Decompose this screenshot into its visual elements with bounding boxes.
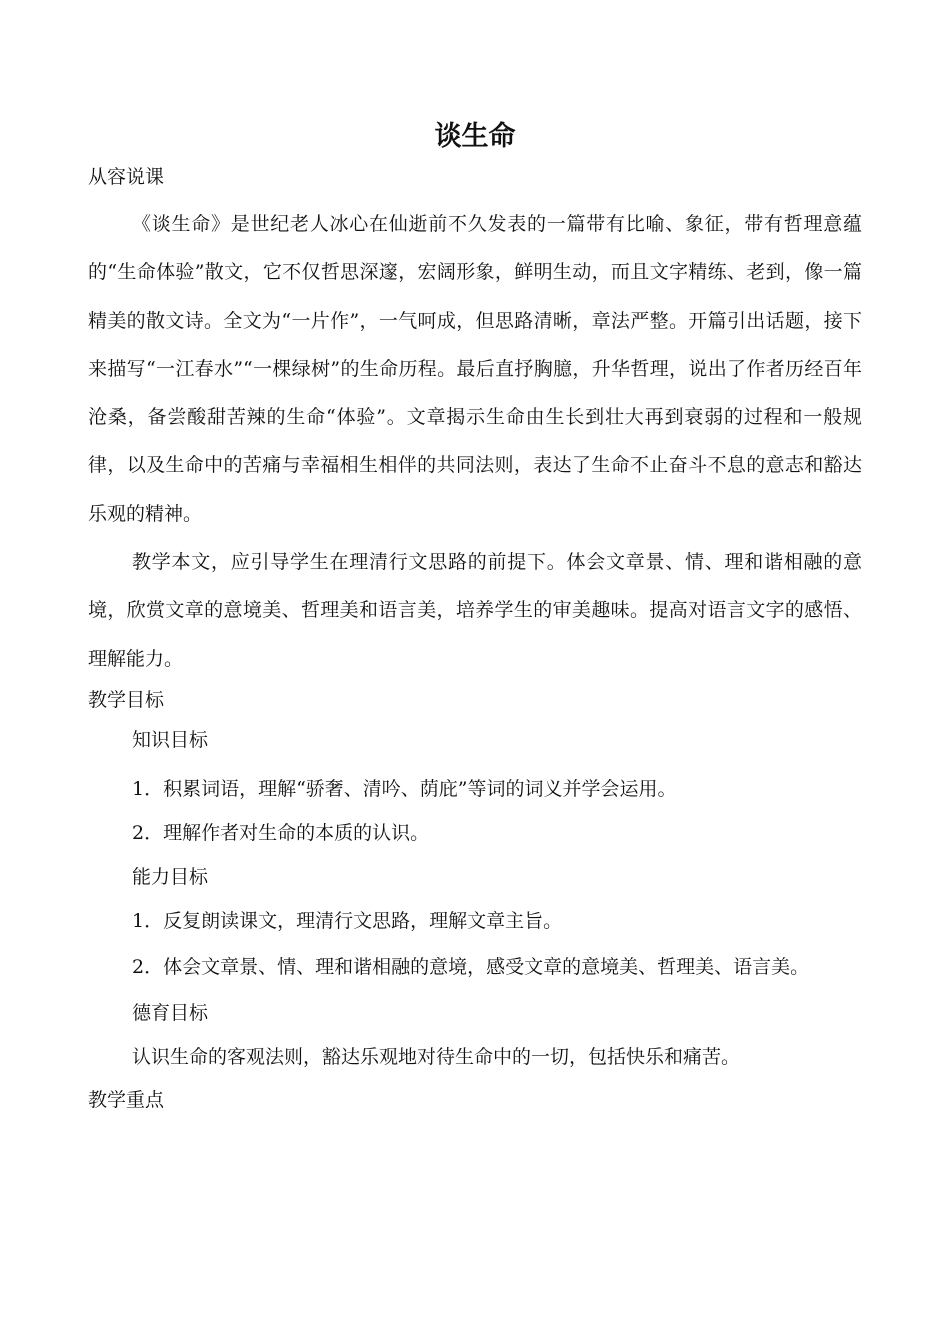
intro-paragraph: 《谈生命》是世纪老人冰心在仙逝前不久发表的一篇带有比喻、象征，带有哲理意蕴的“生命体验”散文，它不仅哲思深邃，宏阔形象，鲜明生动，而且文字精练、老到，像一篇精美的散文诗。全文为“一片作”，一气呵成，但思路清晰，章法严整。开篇引出话题，接下来描写“一江春水”“一棵绿树”的生命历程。最后直抒胸臆，升华哲理，说出了作者历经百年沧桑，备尝酸甜苦辣的生命“体验”。文章揭示生命由生长到壮大再到衰弱的过程和一般规律，以及生命中的苦痛与幸福相生相伴的共同法则，表达了生命不止奋斗不息的意志和豁达乐观的精神。 xyxy=(88,213,862,525)
knowledge-item: 2．理解作者对生命的本质的认识。 xyxy=(132,821,430,844)
section-heading-intro: 从容说课 xyxy=(88,166,165,188)
moral-text: 认识生命的客观法则，豁达乐观地对待生命中的一切，包括快乐和痛苦。 xyxy=(132,1045,741,1068)
document-title: 谈生命 xyxy=(434,121,516,152)
section-heading-key-points: 教学重点 xyxy=(88,1088,165,1111)
document-page xyxy=(88,112,862,1123)
sub-heading-knowledge: 知识目标 xyxy=(132,728,209,751)
ability-item: 1．反复朗读课文，理清行文思路，理解文章主旨。 xyxy=(132,909,563,932)
section-heading-goals: 教学目标 xyxy=(88,688,165,711)
ability-item: 2．体会文章景、情、理和谐相融的意境，感受文章的意境美、哲理美、语言美。 xyxy=(132,955,810,978)
sub-heading-ability: 能力目标 xyxy=(132,865,209,888)
sub-heading-moral: 德育目标 xyxy=(132,1001,209,1024)
teaching-paragraph: 教学本文，应引导学生在理清行文思路的前提下。体会文章景、情、理和谐相融的意境，欣赏文章的意境美、哲理美和语言美，培养学生的审美趣味。提高对语言文字的感悟、理解能力。 xyxy=(88,551,862,670)
knowledge-item: 1．积累词语，理解“骄奢、清吟、荫庇”等词的词义并学会运用。 xyxy=(132,777,677,800)
